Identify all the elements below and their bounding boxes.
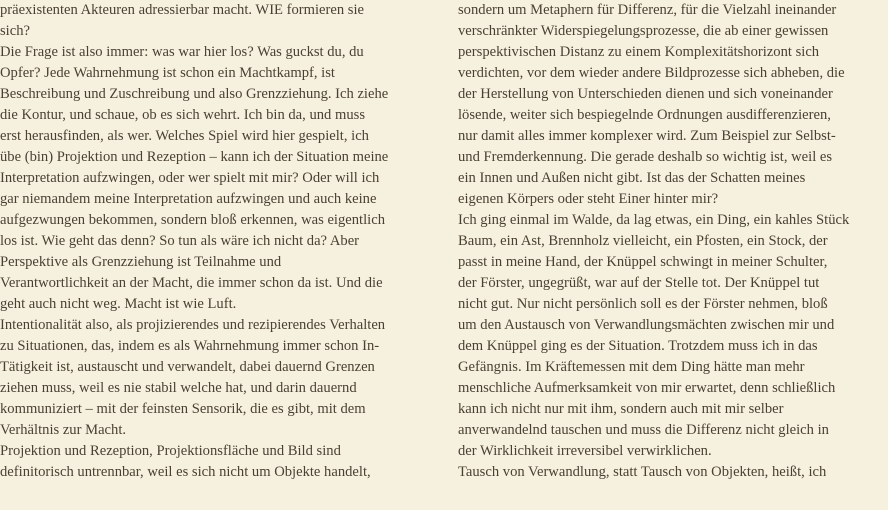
text-line: Opfer? Jede Wahrnehmung ist schon ein Machtkampf, ist <box>0 65 335 81</box>
left-text-column <box>0 0 430 483</box>
text-line: präexistenten Akteuren adressierbar macht. WIE formieren sie <box>0 2 365 18</box>
text-line: nur damit alles immer komplexer wird. Zum Beispiel zur Selbst- <box>458 128 836 144</box>
text-line: verdichten, vor dem wieder andere Bildprozesse sich abheben, die <box>458 65 845 81</box>
text-line: eigenen Körpers oder steht Einer hinter mir? <box>458 191 719 207</box>
text-line: gar niemandem meine Interpretation aufzwingen und auch keine <box>0 191 377 207</box>
text-line: Projektion und Rezeption, Projektionsfläche und Bild sind <box>0 443 341 459</box>
text-line: definitorisch untrennbar, weil es sich nicht um Objekte handelt, <box>0 464 371 480</box>
text-line: Verantwortlichkeit an der Macht, die immer schon da ist. Und die <box>0 275 383 291</box>
text-line: sondern um Metaphern für Differenz, für die Vielzahl ineinander <box>458 2 837 18</box>
text-line: Beschreibung und Zuschreibung und also Grenzziehung. Ich ziehe <box>0 86 389 102</box>
text-line: der Wirklichkeit irreversibel verwirklichen. <box>458 443 712 459</box>
text-line: Tausch von Verwandlung, statt Tausch von Objekten, heißt, ich <box>458 464 827 480</box>
text-line: Perspektive als Grenzziehung ist Teilnahme und <box>0 254 282 270</box>
text-line: perspektivischen Distanz zu einem Komplexitätshorizont sich <box>458 44 820 60</box>
text-line: der Herstellung von Unterschieden dienen und sich voneinander <box>458 86 833 102</box>
text-line: nicht gut. Nur nicht persönlich soll es der Förster nehmen, bloß <box>458 296 828 312</box>
text-line: erst herausfinden, als wer. Welches Spiel wird hier gespielt, ich <box>0 128 369 144</box>
text-line: kommuniziert – mit der feinsten Sensorik, die es gibt, mit dem <box>0 401 366 417</box>
text-line: Baum, ein Ast, Brennholz vielleicht, ein Pfosten, ein Stock, der <box>458 233 828 249</box>
right-text-column <box>458 0 886 483</box>
text-line: Interpretation aufzwingen, oder wer spielt mit mir? Oder will ich <box>0 170 380 186</box>
text-line: Ich ging einmal im Walde, da lag etwas, ein Ding, ein kahles Stück <box>458 212 850 228</box>
text-line: um den Austausch von Verwandlungsmächten zwischen mir und <box>458 317 835 333</box>
text-line: der Förster, ungegrüßt, war auf der Stelle tot. Der Knüppel tut <box>458 275 820 291</box>
text-line: geht auch nicht weg. Macht ist wie Luft. <box>0 296 237 312</box>
text-line: verschränkter Widerspiegelungsprozesse, die ab einer gewissen <box>458 23 829 39</box>
text-line: ziehen muss, weil es nie stabil welche hat, und darin dauernd <box>0 380 357 396</box>
text-line: ein Innen und Außen nicht gibt. Ist das der Schatten meines <box>458 170 806 186</box>
text-line: passt in meine Hand, der Knüppel schwingt in meiner Schulter, <box>458 254 828 270</box>
text-line: aufgezwungen bekommen, sondern bloß erkennen, was eigentlich <box>0 212 385 228</box>
text-line: Die Frage ist also immer: was war hier los? Was guckst du, du <box>0 44 364 60</box>
text-line: Verhältnis zur Macht. <box>0 422 127 438</box>
text-line: menschliche Aufmerksamkeit von mir erwartet, denn schließlich <box>458 380 836 396</box>
text-line: zu Situationen, das, indem es als Wahrnehmung immer schon In- <box>0 338 380 354</box>
text-line: Tätigkeit ist, austauscht und verwandelt, dabei dauernd Grenzen <box>0 359 375 375</box>
text-line: lösende, weiter sich bespiegelnde Ordnungen ausdifferenzieren, <box>458 107 831 123</box>
text-line: Gefängnis. Im Kräftemessen mit dem Ding hätte man mehr <box>458 359 805 375</box>
text-line: dem Knüppel ging es der Situation. Trotzdem muss ich in das <box>458 338 818 354</box>
text-line: anverwandelnd tauschen und muss die Differenz nicht gleich in <box>458 422 829 438</box>
text-line: die Kontur, und schaue, ob es sich wehrt. Ich bin da, und muss <box>0 107 366 123</box>
text-line: kann ich nicht nur mit ihm, sondern auch mit mir selber <box>458 401 784 417</box>
text-line: übe (bin) Projektion und Rezeption – kann ich der Situation meine <box>0 149 389 165</box>
text-line: sich? <box>0 23 30 39</box>
text-line: und Fremderkennung. Die gerade deshalb so wichtig ist, weil es <box>458 149 833 165</box>
text-line: los ist. Wie geht das denn? So tun als wäre ich nicht da? Aber <box>0 233 360 249</box>
text-line: Intentionalität also, als projizierendes und rezipierendes Verhalten <box>0 317 386 333</box>
